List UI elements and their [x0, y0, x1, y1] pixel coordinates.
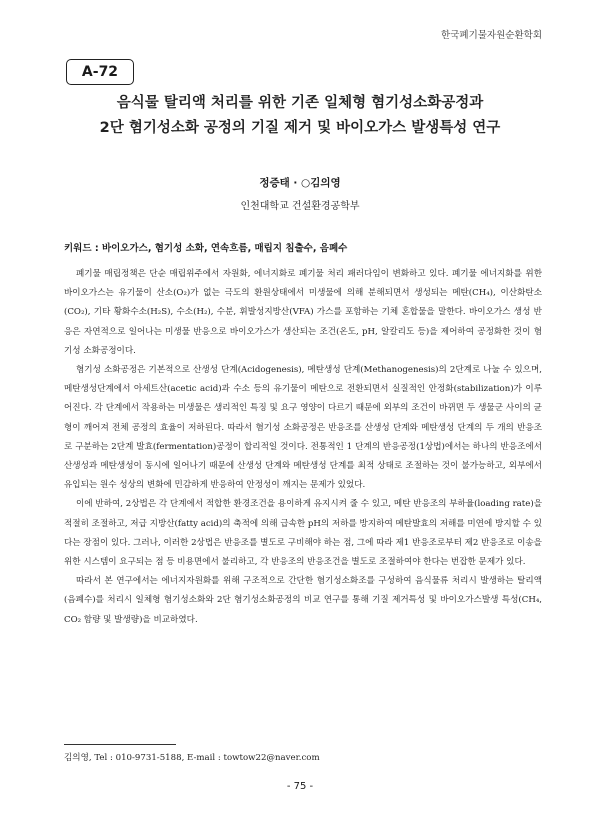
abstract-body	[64, 265, 542, 630]
footnote-divider	[64, 744, 176, 745]
keywords: 키워드 : 바이오가스, 혐기성 소화, 연속흐름, 매립지 침출수, 음폐수	[64, 243, 348, 254]
title-line-2: 2단 혐기성소화 공정의 기질 제거 및 바이오가스 발생특성 연구	[99, 120, 501, 136]
author-list: 정증태 · ○김의영	[259, 177, 341, 189]
affiliation: 인천대학교 건설환경공학부	[240, 201, 360, 212]
paragraph-1: 폐기물 매립정책은 단순 매립위주에서 자원화, 에너지화로 폐기물 처리 패러다임이 변화하고 있다. 폐기물 에너지화를 위한 바이오가스는 유기물이 산소(O₂)가 없는 극도의 환원상태에서 미생물에 의해 분해되면서 생성되는 메탄(CH₄), 이산화탄소(CO₂), 기타 황화수소(H₂S), 수소(H₂), 수분, 휘발성지방산(VFA) 가스를 포함하는 기체 혼합물을 말한다. 바이오가스 생성 반응은 자연적으로 일어나는 미생물 반응으로 바이오가스가 생산되는 조건(온도, pH, 알칼리도 등)을 제어하여 공정화한 것이 혐기성 소화공정이다.	[64, 269, 542, 356]
abstract-code-badge: A-72	[66, 59, 134, 85]
title-line-1: 음식물 탈리액 처리를 위한 기존 일체형 혐기성소화공정과	[116, 95, 484, 111]
page-number: - 75 -	[286, 781, 314, 792]
corresponding-author-footnote: 김의영, Tel : 010-9731-5188, E-mail : towtow22@naver.com	[64, 753, 320, 763]
paragraph-3: 이에 반하여, 2상법은 각 단계에서 적합한 환경조건을 용이하게 유지시켜 줄 수 있고, 메탄 반응조의 부하율(loading rate)을 적절히 조절하고, 저급 지방산(fatty acid)의 축적에 의해 급속한 pH의 저하를 방지하여 메탄발효의 저해를 미연에 방지할 수 있다는 장점이 있다. 그러나, 이러한 2상법은 반응조를 별도로 구비해야 하는 점, 그에 따라 제1 반응조로부터 제2 반응조로 이송을 위한 시스템이 요구되는 점 등 비용면에서 불리하고, 각 반응조의 반응조건을 별도로 조절하여야 한다는 번잡한 문제가 있다.	[64, 499, 542, 568]
paper-title	[40, 91, 560, 141]
society-header: 한국폐기물자원순환학회	[441, 30, 542, 41]
paragraph-2: 혐기성 소화공정은 기본적으로 산생성 단계(Acidogenesis), 메탄생성 단계(Methanogenesis)의 2단계로 나눌 수 있으며, 메탄생성단계에서 아세트산(acetic acid)과 수소 등의 유기물이 메탄으로 전환되면서 실질적인 안정화(stabilization)가 이루어진다. 각 단계에서 작용하는 미생물은 생리적인 특징 및 요구 영양이 다르기 때문에 외부의 조건이 바뀌면 두 생물군 사이의 균형이 깨어져 전체 공정의 효율이 저하된다. 따라서 혐기성 소화공정은 반응조를 산생성 단계와 메탄생성 단계의 두 개의 반응조로 구분하는 2단계 발효(fermentation)공정이 합리적일 것이다. 전통적인 1 단계의 반응공정(1상법)에서는 하나의 반응조에서 산생성과 메탄생성이 동시에 일어나기 때문에 산생성 단계와 메탄생성 단계를 최적 상태로 조절하는 것이 불가능하고, 외부에서 유입되는 원수 성상의 변화에 민감하게 반응하여 안정성이 깨지는 문제가 있었다.	[64, 365, 542, 491]
paragraph-4: 따라서 본 연구에서는 에너지자원화를 위해 구조적으로 간단한 혐기성소화조를 구성하여 음식물류 처리시 발생하는 탈리액(음폐수)를 처리시 일체형 혐기성소화와 2단 혐기성소화공정의 비교 연구를 통해 기질 제거특성 및 바이오가스발생 특성(CH₄, CO₂ 함량 및 발생량)을 비교하였다.	[64, 576, 542, 625]
